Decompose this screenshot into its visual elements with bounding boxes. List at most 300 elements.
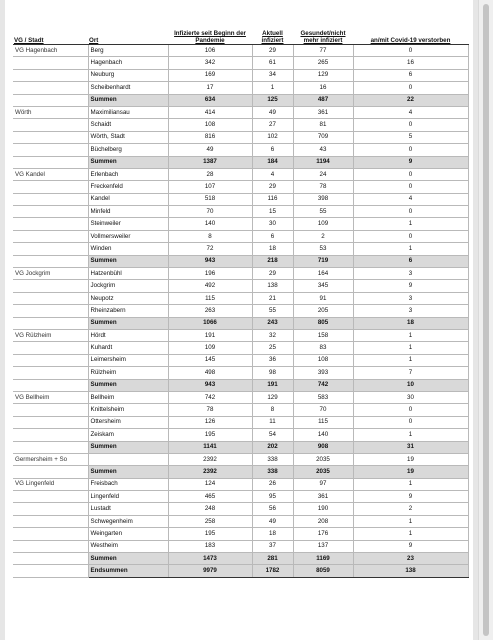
table-row [13,57,468,69]
table-row [13,82,468,94]
cell-ort: Schaidt [88,119,168,131]
cell-aktuell: 29 [252,268,293,280]
cell-infizierte: 2392 [168,453,252,465]
cell-infizierte: 9979 [168,565,252,577]
cell-gesundet: 140 [293,429,353,441]
cell-ort: Summen [88,255,168,267]
header-gesundet: Gesundet/nicht mehr infiziert [293,20,353,45]
cell-gesundet: 2 [293,230,353,242]
cell-verstorben: 0 [353,144,468,156]
table-row [13,416,468,428]
cell-aktuell: 26 [252,478,293,490]
cell-verstorben: 0 [353,82,468,94]
cell-gesundet: 398 [293,193,353,205]
cell-gesundet: 208 [293,515,353,527]
cell-ort: Kandel [88,193,168,205]
cell-infizierte: 140 [168,218,252,230]
table-row [13,243,468,255]
cell-gesundet: 265 [293,57,353,69]
cell-gesundet: 205 [293,305,353,317]
cell-aktuell: 30 [252,218,293,230]
cell-vg-stadt [13,441,88,453]
cell-verstorben: 9 [353,156,468,168]
cell-aktuell: 61 [252,57,293,69]
cell-aktuell: 191 [252,379,293,391]
table-row [13,342,468,354]
cell-gesundet: 345 [293,280,353,292]
cell-infizierte: 518 [168,193,252,205]
cell-gesundet: 53 [293,243,353,255]
cell-gesundet: 70 [293,404,353,416]
document-page [5,0,473,640]
cell-vg-stadt [13,528,88,540]
cell-verstorben: 0 [353,404,468,416]
cell-ort: Berg [88,45,168,57]
cell-gesundet: 2035 [293,466,353,478]
cell-ort: Hatzenbühl [88,268,168,280]
cell-aktuell: 202 [252,441,293,453]
cell-gesundet: 83 [293,342,353,354]
cell-infizierte: 124 [168,478,252,490]
cell-infizierte: 183 [168,540,252,552]
cell-vg-stadt [13,206,88,218]
cell-ort: Rheinzabern [88,305,168,317]
cell-gesundet: 78 [293,181,353,193]
cell-vg-stadt [13,119,88,131]
cell-aktuell: 27 [252,119,293,131]
cell-infizierte: 78 [168,404,252,416]
cell-verstorben: 2 [353,503,468,515]
cell-verstorben: 4 [353,106,468,118]
cell-verstorben: 31 [353,441,468,453]
cell-ort: Freckenfeld [88,181,168,193]
cell-aktuell: 6 [252,230,293,242]
cell-verstorben: 6 [353,255,468,267]
cell-vg-stadt: Germersheim + So [13,453,88,465]
cell-ort: Hördt [88,329,168,341]
cell-vg-stadt [13,379,88,391]
header-ort: Ort [88,20,168,45]
cell-aktuell: 338 [252,453,293,465]
cell-verstorben: 30 [353,391,468,403]
table-row [13,144,468,156]
table-row [13,429,468,441]
table-row [13,131,468,143]
cell-gesundet: 97 [293,478,353,490]
cell-ort: Leimersheim [88,354,168,366]
cell-infizierte: 145 [168,354,252,366]
summary-row [13,255,468,267]
table-row [13,367,468,379]
cell-gesundet: 24 [293,168,353,180]
cell-ort: Summen [88,379,168,391]
cell-ort: Freisbach [88,478,168,490]
cell-verstorben: 16 [353,57,468,69]
cell-verstorben: 7 [353,367,468,379]
table-row [13,515,468,527]
cell-ort: Scheibenhardt [88,82,168,94]
cell-vg-stadt [13,515,88,527]
cell-vg-stadt [13,503,88,515]
table-row [13,268,468,280]
cell-aktuell: 49 [252,106,293,118]
table-row [13,491,468,503]
cell-infizierte: 108 [168,119,252,131]
table-row [13,478,468,490]
cell-vg-stadt [13,565,88,577]
cell-verstorben: 19 [353,466,468,478]
cell-ort: Kuhardt [88,342,168,354]
table-row [13,292,468,304]
cell-ort: Lustadt [88,503,168,515]
cell-gesundet: 719 [293,255,353,267]
cell-ort: Winden [88,243,168,255]
cell-infizierte: 195 [168,528,252,540]
cell-vg-stadt [13,94,88,106]
cell-vg-stadt [13,429,88,441]
cell-ort: Rülzheim [88,367,168,379]
cell-gesundet: 137 [293,540,353,552]
cell-vg-stadt [13,342,88,354]
cell-aktuell: 15 [252,206,293,218]
table-row [13,106,468,118]
cell-infizierte: 196 [168,268,252,280]
cell-gesundet: 361 [293,106,353,118]
cell-verstorben: 0 [353,206,468,218]
cell-vg-stadt [13,57,88,69]
cell-infizierte: 70 [168,206,252,218]
cell-ort: Wörth, Stadt [88,131,168,143]
cell-aktuell: 32 [252,329,293,341]
cell-aktuell: 102 [252,131,293,143]
summary-row [13,466,468,478]
summary-row [13,379,468,391]
cell-infizierte: 492 [168,280,252,292]
cell-vg-stadt: Wörth [13,106,88,118]
cell-ort: Hagenbach [88,57,168,69]
cell-verstorben: 22 [353,94,468,106]
cell-vg-stadt [13,69,88,81]
cell-ort: Erlenbach [88,168,168,180]
cell-gesundet: 487 [293,94,353,106]
cell-vg-stadt: VG Bellheim [13,391,88,403]
cell-aktuell: 1782 [252,565,293,577]
table-row [13,119,468,131]
cell-vg-stadt [13,466,88,478]
header-aktuell: Aktuell infiziert [252,20,293,45]
cell-infizierte: 2392 [168,466,252,478]
cell-gesundet: 55 [293,206,353,218]
cell-vg-stadt [13,553,88,565]
cell-aktuell: 1 [252,82,293,94]
cell-verstorben: 1 [353,515,468,527]
cell-verstorben: 10 [353,379,468,391]
cell-verstorben: 9 [353,540,468,552]
cell-verstorben: 0 [353,168,468,180]
cell-vg-stadt [13,404,88,416]
cell-gesundet: 709 [293,131,353,143]
cell-infizierte: 1473 [168,553,252,565]
cell-vg-stadt: VG Lingenfeld [13,478,88,490]
cell-aktuell: 55 [252,305,293,317]
cell-verstorben: 23 [353,553,468,565]
cell-infizierte: 248 [168,503,252,515]
cell-gesundet: 109 [293,218,353,230]
cell-infizierte: 414 [168,106,252,118]
table-header-row [13,20,468,45]
table-row [13,280,468,292]
cell-aktuell: 338 [252,466,293,478]
cell-verstorben: 1 [353,329,468,341]
cell-verstorben: 9 [353,491,468,503]
cell-aktuell: 116 [252,193,293,205]
cell-vg-stadt [13,156,88,168]
header-vg-stadt: VG / Stadt [13,20,88,45]
cell-aktuell: 18 [252,528,293,540]
cell-ort: Summen [88,94,168,106]
cell-vg-stadt [13,181,88,193]
cell-ort: Summen [88,156,168,168]
cell-ort: Summen [88,317,168,329]
cell-verstorben: 1 [353,478,468,490]
cell-infizierte: 943 [168,255,252,267]
cell-vg-stadt [13,317,88,329]
cell-infizierte: 8 [168,230,252,242]
cell-aktuell: 18 [252,243,293,255]
table-row [13,230,468,242]
table-body [13,45,468,578]
cell-ort: Vollmersweiler [88,230,168,242]
cell-ort: Summen [88,466,168,478]
cell-ort: Bellheim [88,391,168,403]
cell-gesundet: 164 [293,268,353,280]
cell-verstorben: 0 [353,230,468,242]
summary-row [13,156,468,168]
cell-infizierte: 195 [168,429,252,441]
cell-vg-stadt [13,354,88,366]
cell-vg-stadt [13,218,88,230]
cell-aktuell: 34 [252,69,293,81]
cell-aktuell: 54 [252,429,293,441]
cell-infizierte: 465 [168,491,252,503]
cell-vg-stadt [13,280,88,292]
cell-infizierte: 258 [168,515,252,527]
cell-verstorben: 6 [353,69,468,81]
cell-ort: Jockgrim [88,280,168,292]
cell-verstorben: 0 [353,45,468,57]
cell-aktuell: 29 [252,45,293,57]
cell-vg-stadt [13,243,88,255]
cell-gesundet: 1194 [293,156,353,168]
cell-aktuell: 6 [252,144,293,156]
table-row [13,193,468,205]
cell-gesundet: 393 [293,367,353,379]
cell-gesundet: 1169 [293,553,353,565]
cell-infizierte: 1141 [168,441,252,453]
cell-aktuell: 184 [252,156,293,168]
cell-ort: Summen [88,441,168,453]
table-row [13,206,468,218]
cell-aktuell: 49 [252,515,293,527]
table-row [13,218,468,230]
cell-verstorben: 1 [353,342,468,354]
summary-row [13,553,468,565]
cell-gesundet: 805 [293,317,353,329]
cell-verstorben: 1 [353,218,468,230]
cell-infizierte: 1066 [168,317,252,329]
cell-vg-stadt [13,82,88,94]
summary-row [13,317,468,329]
cell-infizierte: 28 [168,168,252,180]
cell-infizierte: 109 [168,342,252,354]
cell-ort: Neuburg [88,69,168,81]
cell-verstorben: 9 [353,280,468,292]
cell-infizierte: 49 [168,144,252,156]
table-row [13,391,468,403]
cell-ort: Ottersheim [88,416,168,428]
header-verstorben: an/mit Covid-19 verstorben [353,20,468,45]
cell-verstorben: 138 [353,565,468,577]
cell-ort: Weingarten [88,528,168,540]
cell-infizierte: 634 [168,94,252,106]
cell-vg-stadt [13,193,88,205]
cell-ort: Maximiliansau [88,106,168,118]
cell-aktuell: 243 [252,317,293,329]
cell-vg-stadt [13,292,88,304]
cell-vg-stadt: VG Rülzheim [13,329,88,341]
cell-verstorben: 5 [353,131,468,143]
cell-verstorben: 19 [353,453,468,465]
cell-aktuell: 98 [252,367,293,379]
cell-verstorben: 3 [353,292,468,304]
table-row [13,45,468,57]
cell-gesundet: 108 [293,354,353,366]
cell-vg-stadt [13,144,88,156]
cell-gesundet: 115 [293,416,353,428]
summary-row [13,94,468,106]
table-row [13,540,468,552]
cell-vg-stadt [13,491,88,503]
cell-aktuell: 37 [252,540,293,552]
cell-infizierte: 72 [168,243,252,255]
cell-infizierte: 816 [168,131,252,143]
cell-vg-stadt [13,255,88,267]
vertical-scrollbar[interactable] [478,0,493,640]
cell-vg-stadt: VG Hagenbach [13,45,88,57]
cell-aktuell: 8 [252,404,293,416]
table-row [13,453,468,465]
cell-verstorben: 0 [353,416,468,428]
table-row [13,69,468,81]
cell-aktuell: 95 [252,491,293,503]
cell-infizierte: 263 [168,305,252,317]
cell-ort: Minfeld [88,206,168,218]
cell-gesundet: 190 [293,503,353,515]
cell-verstorben: 3 [353,268,468,280]
cell-verstorben: 0 [353,119,468,131]
cell-gesundet: 2035 [293,453,353,465]
cell-infizierte: 169 [168,69,252,81]
cell-infizierte: 498 [168,367,252,379]
cell-ort: Zeiskam [88,429,168,441]
cell-infizierte: 342 [168,57,252,69]
table-row [13,305,468,317]
cell-infizierte: 107 [168,181,252,193]
cell-verstorben: 1 [353,528,468,540]
cell-vg-stadt [13,305,88,317]
cell-ort: Summen [88,553,168,565]
cell-aktuell: 218 [252,255,293,267]
table-row [13,181,468,193]
cell-vg-stadt [13,416,88,428]
cell-ort: Lingenfeld [88,491,168,503]
cell-verstorben: 1 [353,243,468,255]
cell-vg-stadt: VG Kandel [13,168,88,180]
cell-infizierte: 115 [168,292,252,304]
cell-aktuell: 21 [252,292,293,304]
cell-infizierte: 126 [168,416,252,428]
cell-verstorben: 1 [353,354,468,366]
cell-ort: Schwegenheim [88,515,168,527]
cell-aktuell: 129 [252,391,293,403]
cell-gesundet: 129 [293,69,353,81]
cell-gesundet: 77 [293,45,353,57]
scrollbar-thumb[interactable] [483,4,489,636]
cell-vg-stadt [13,131,88,143]
cell-ort [88,453,168,465]
header-infizierte: Infizierte seit Beginn der Pandemie [168,20,252,45]
cell-aktuell: 138 [252,280,293,292]
cell-aktuell: 11 [252,416,293,428]
cell-gesundet: 176 [293,528,353,540]
cell-infizierte: 106 [168,45,252,57]
cell-aktuell: 29 [252,181,293,193]
total-row [13,565,468,577]
cell-aktuell: 36 [252,354,293,366]
table-row [13,528,468,540]
cell-ort: Knittelsheim [88,404,168,416]
cell-verstorben: 4 [353,193,468,205]
covid-statistics-table [13,20,469,578]
cell-ort: Büchelberg [88,144,168,156]
cell-gesundet: 43 [293,144,353,156]
table-row [13,503,468,515]
cell-vg-stadt [13,367,88,379]
cell-gesundet: 16 [293,82,353,94]
cell-aktuell: 56 [252,503,293,515]
cell-gesundet: 742 [293,379,353,391]
cell-verstorben: 1 [353,429,468,441]
cell-infizierte: 1387 [168,156,252,168]
cell-gesundet: 8059 [293,565,353,577]
cell-gesundet: 908 [293,441,353,453]
cell-vg-stadt [13,230,88,242]
cell-aktuell: 125 [252,94,293,106]
cell-aktuell: 281 [252,553,293,565]
summary-row [13,441,468,453]
cell-ort: Westheim [88,540,168,552]
cell-gesundet: 583 [293,391,353,403]
cell-aktuell: 25 [252,342,293,354]
cell-aktuell: 4 [252,168,293,180]
cell-gesundet: 158 [293,329,353,341]
cell-verstorben: 0 [353,181,468,193]
cell-verstorben: 18 [353,317,468,329]
table-row [13,168,468,180]
cell-infizierte: 742 [168,391,252,403]
cell-infizierte: 191 [168,329,252,341]
table-row [13,354,468,366]
